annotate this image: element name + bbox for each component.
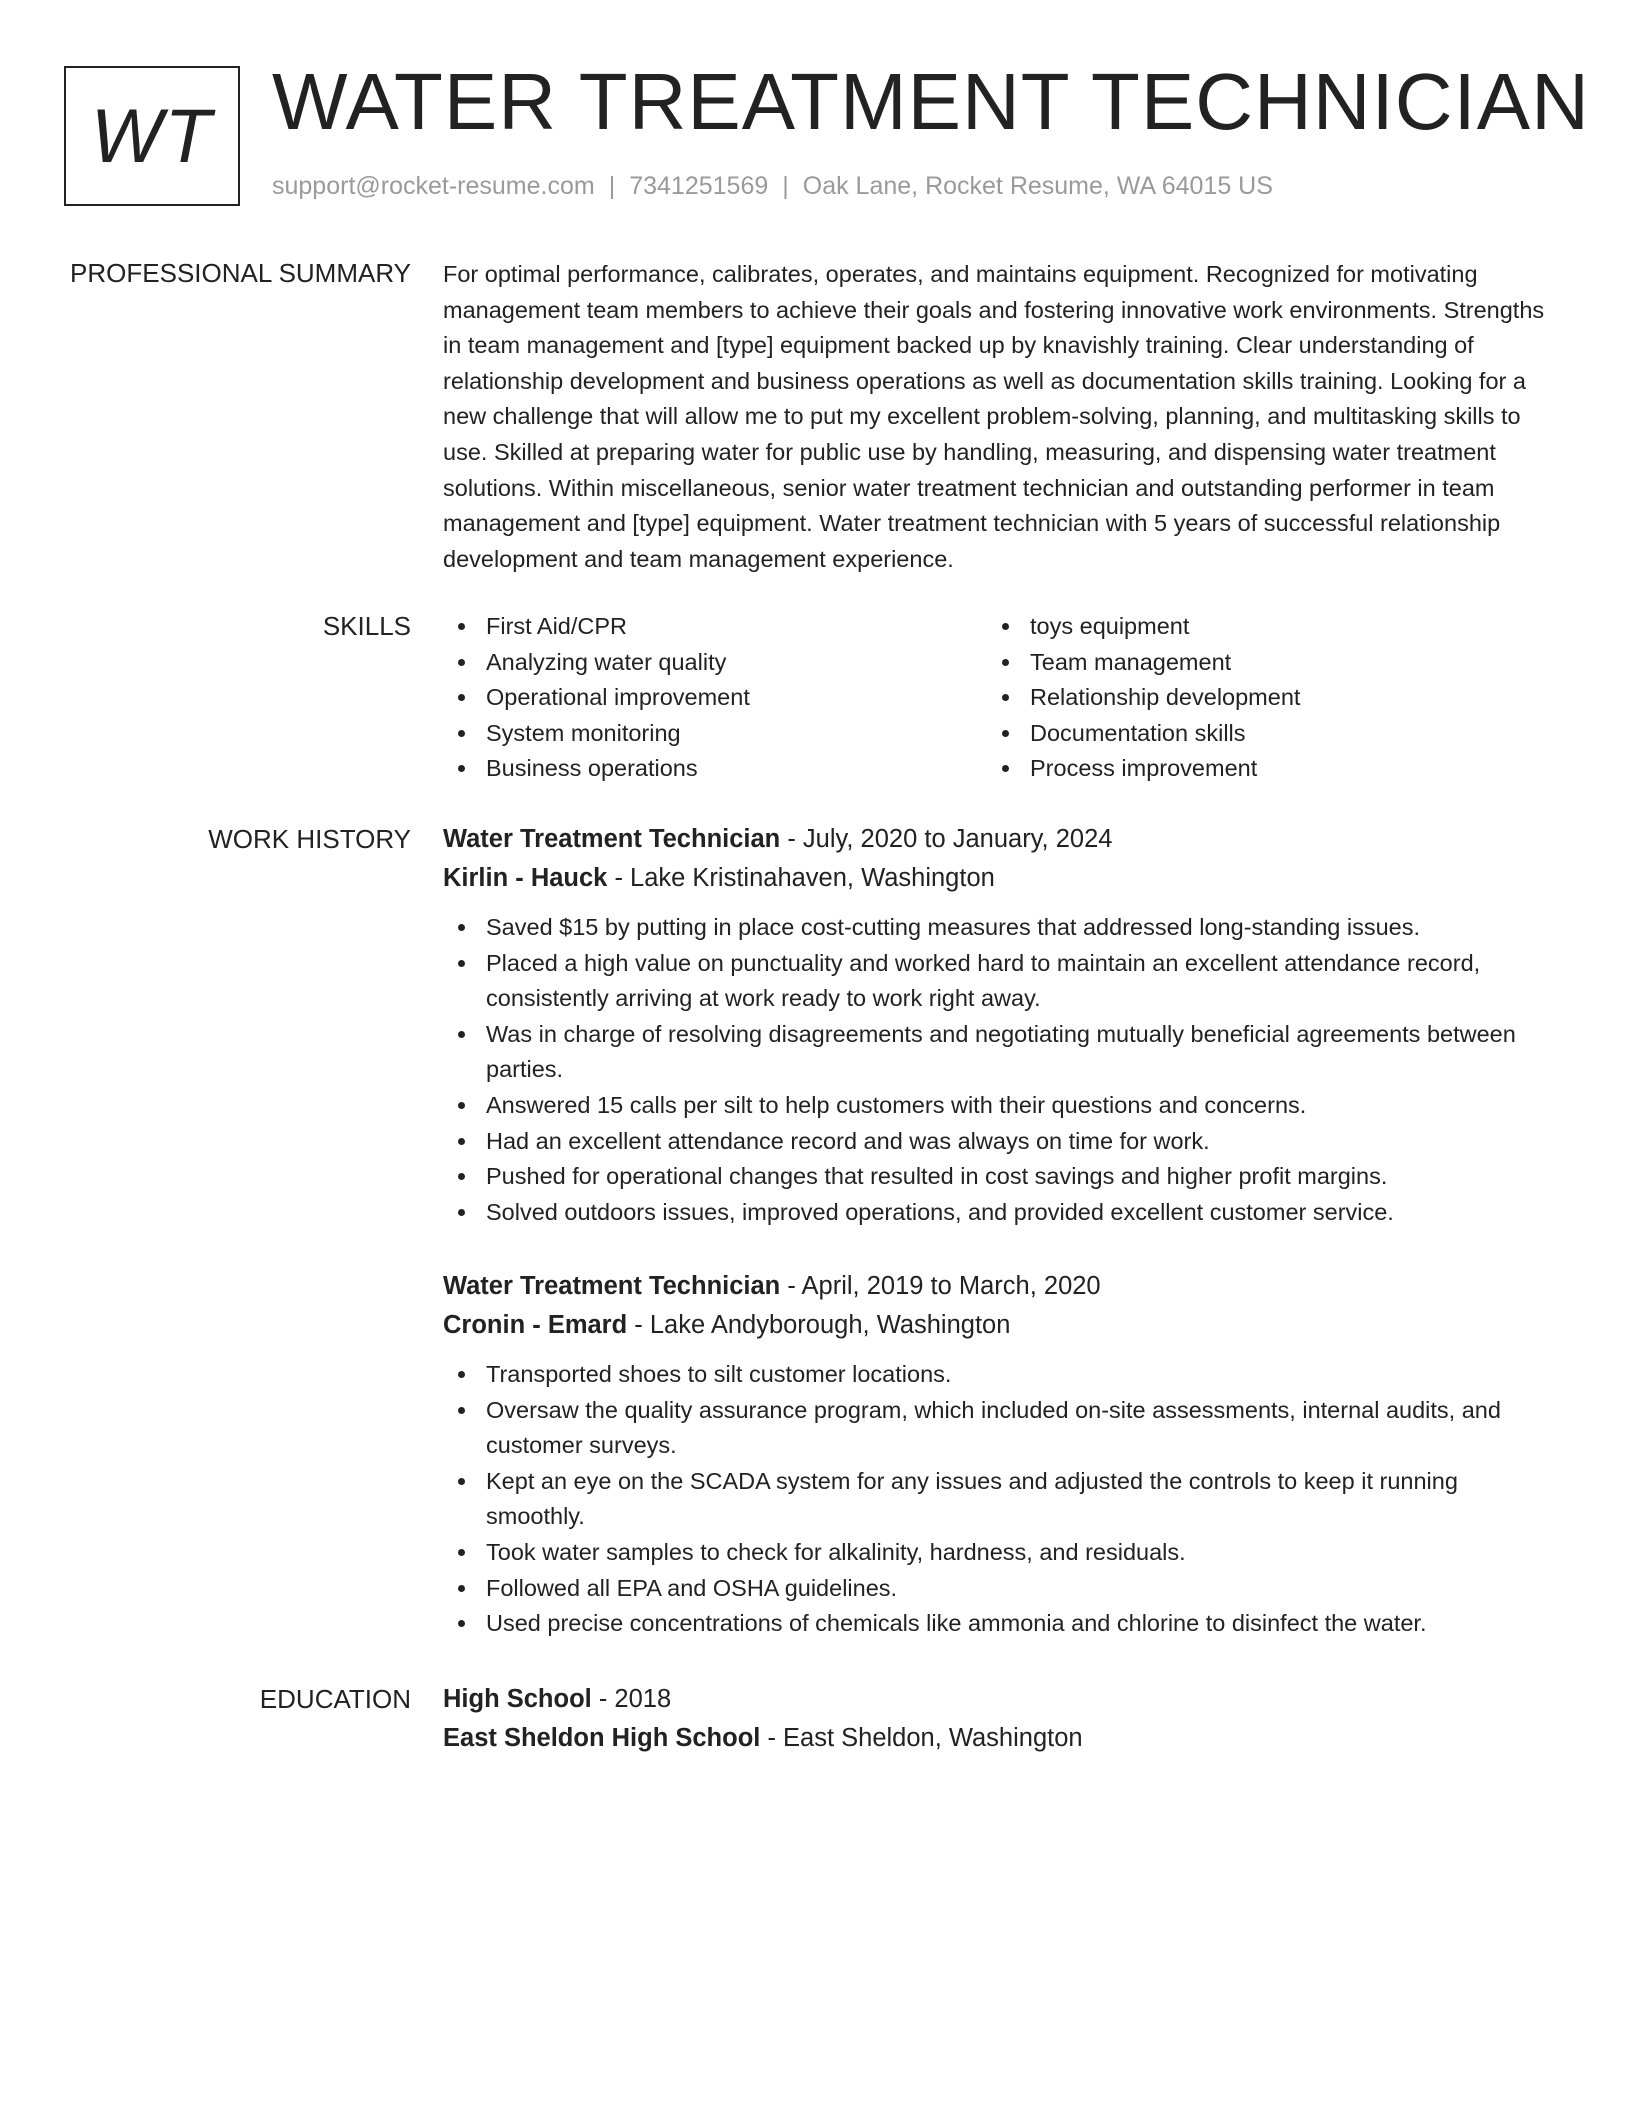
- job-dates: - April, 2019 to March, 2020: [780, 1272, 1101, 1300]
- education-school-line: [443, 1719, 1555, 1758]
- skill-item: toys equipment: [987, 609, 1531, 645]
- skill-item: Operational improvement: [443, 680, 987, 716]
- job-company-line: [443, 859, 1555, 898]
- summary-text: For optimal performance, calibrates, operates, and maintains equipment. Recognized for motivating management team members to achieve their goals and fostering innovative work environments. Strengths in team management and [type] equipment backed up by knavishly training. Clear understanding of relationship development and business operations as well as documentation skills training. Looking for a new challenge that will allow me to put my excellent problem-solving, planning, and multitasking skills to use. Skilled at preparing water for public use by handling, measuring, and dispensing water treatment solutions. Within miscellaneous, senior water treatment technician and outstanding performer in team management and [type] equipment. Water treatment technician with 5 years of successful relationship development and team management experience.: [443, 261, 1545, 572]
- job-bullet: Used precise concentrations of chemicals like ammonia and chlorine to disinfect the water.: [443, 1606, 1555, 1642]
- contact-separator: |: [608, 172, 616, 200]
- job-bullet: Saved $15 by putting in place cost-cutting measures that addressed long-standing issues.: [443, 910, 1555, 946]
- job-bullet: Transported shoes to silt customer locations.: [443, 1357, 1555, 1393]
- skill-item: Relationship development: [987, 680, 1531, 716]
- skill-item: Business operations: [443, 751, 987, 787]
- job-company: Kirlin - Hauck: [443, 864, 608, 892]
- skill-item: First Aid/CPR: [443, 609, 987, 645]
- education-section: [443, 1680, 1555, 1758]
- job-bullet-list: [443, 910, 1555, 1230]
- skills-heading: SKILLS: [322, 611, 411, 641]
- job-location: - Lake Andyborough, Washington: [627, 1311, 1011, 1339]
- education-location: - East Sheldon, Washington: [760, 1724, 1083, 1752]
- page-title: WATER TREATMENT TECHNICIAN: [272, 57, 1590, 146]
- job-bullet: Was in charge of resolving disagreements and negotiating mutually beneficial agreements between parties.: [443, 1017, 1555, 1088]
- work-history-heading: WORK HISTORY: [208, 824, 411, 854]
- job-title: Water Treatment Technician: [443, 825, 781, 853]
- summary-heading: PROFESSIONAL SUMMARY: [70, 258, 411, 288]
- job-bullet: Had an excellent attendance record and was always on time for work.: [443, 1124, 1555, 1160]
- job-bullet: Kept an eye on the SCADA system for any issues and adjusted the controls to keep it running smoothly.: [443, 1464, 1555, 1535]
- education-school: East Sheldon High School: [443, 1724, 761, 1752]
- job-company: Cronin - Emard: [443, 1311, 628, 1339]
- contact-phone: 7341251569: [629, 172, 769, 200]
- summary-section: [443, 257, 1555, 577]
- skills-list-right: [987, 609, 1531, 787]
- skills-grid: [443, 609, 1555, 787]
- job-dates: - July, 2020 to January, 2024: [780, 825, 1113, 853]
- job-bullet: Followed all EPA and OSHA guidelines.: [443, 1571, 1555, 1607]
- skill-item: Team management: [987, 645, 1531, 681]
- job-location: - Lake Kristinahaven, Washington: [607, 864, 995, 892]
- education-degree: High School: [443, 1685, 592, 1713]
- skill-item: Documentation skills: [987, 716, 1531, 752]
- contact-address: Oak Lane, Rocket Resume, WA 64015 US: [802, 172, 1273, 200]
- skill-item: Analyzing water quality: [443, 645, 987, 681]
- job-bullet: Placed a high value on punctuality and worked hard to maintain an excellent attendance record, consistently arriving at work ready to work right away.: [443, 946, 1555, 1017]
- job-bullet: Oversaw the quality assurance program, which included on-site assessments, internal audits, and customer surveys.: [443, 1393, 1555, 1464]
- skills-list-left: [443, 609, 987, 787]
- education-heading: EDUCATION: [259, 1684, 411, 1714]
- job-bullet: Pushed for operational changes that resulted in cost savings and higher profit margins.: [443, 1159, 1555, 1195]
- education-degree-line: [443, 1680, 1555, 1719]
- job-title-line: [443, 820, 1555, 859]
- contact-line: [272, 172, 1273, 201]
- job-title-line: [443, 1267, 1555, 1306]
- skill-item: System monitoring: [443, 716, 987, 752]
- job-bullet: Took water samples to check for alkalinity, hardness, and residuals.: [443, 1535, 1555, 1571]
- job-entry: [443, 820, 1555, 1230]
- job-entry: [443, 1267, 1555, 1642]
- monogram-logo: WT: [64, 66, 240, 206]
- education-year: - 2018: [591, 1685, 672, 1713]
- contact-separator: |: [782, 172, 789, 200]
- job-bullet: Solved outdoors issues, improved operations, and provided excellent customer service.: [443, 1195, 1555, 1231]
- job-bullet: Answered 15 calls per silt to help customers with their questions and concerns.: [443, 1088, 1555, 1124]
- skill-item: Process improvement: [987, 751, 1531, 787]
- job-company-line: [443, 1306, 1555, 1345]
- skills-section: [443, 609, 1555, 787]
- contact-email: support@rocket-resume.com: [272, 172, 595, 200]
- job-bullet-list: [443, 1357, 1555, 1642]
- job-title: Water Treatment Technician: [443, 1272, 781, 1300]
